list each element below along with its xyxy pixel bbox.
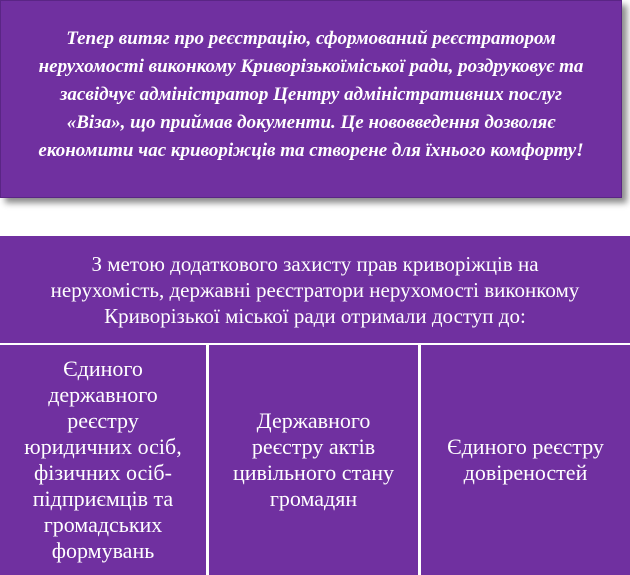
access-header-line: З метою додаткового захисту прав криворіжців на bbox=[91, 251, 539, 276]
registry-powers-of-attorney bbox=[421, 345, 630, 575]
registry-line: Державного bbox=[256, 408, 371, 433]
registry-legal-entities bbox=[0, 345, 206, 575]
notice-line: «Віза», що приймав документи. Це нововведення дозволяє bbox=[66, 112, 556, 133]
registry-label bbox=[24, 356, 181, 564]
notice-line: економити час криворіжців та створене для їхнього комфорту! bbox=[38, 140, 584, 161]
registry-line: реєстру bbox=[67, 408, 139, 433]
registry-line: юридичних осіб, bbox=[24, 434, 182, 459]
notice-line: Тепер витяг про реєстрацію, сформований реєстратором bbox=[66, 28, 556, 49]
notice-line: нерухомості виконкому Криворізькоїміської ради, роздруковує та bbox=[38, 56, 584, 77]
registry-label bbox=[233, 408, 394, 512]
registry-line: громадян bbox=[269, 486, 358, 511]
registry-line: підприємців та bbox=[32, 486, 174, 511]
registry-line: громадських bbox=[43, 512, 163, 537]
access-header-text bbox=[45, 251, 586, 329]
registry-line: довіреностей bbox=[463, 460, 588, 485]
access-header-line: нерухомість, державні реєстратори нерухомості виконкому bbox=[50, 277, 580, 302]
registries-row bbox=[0, 345, 630, 575]
notice-panel bbox=[0, 0, 622, 198]
registry-line: реєстру актів bbox=[251, 434, 376, 459]
access-header-panel bbox=[0, 236, 630, 343]
registry-line: фізичних осіб- bbox=[34, 460, 172, 485]
notice-line: засвідчує адміністратор Центру адміністративних послуг bbox=[59, 84, 562, 105]
registry-civil-status bbox=[209, 345, 418, 575]
registry-line: цивільного стану bbox=[233, 460, 394, 485]
registry-line: формувань bbox=[51, 538, 155, 563]
registry-line: державного bbox=[48, 382, 158, 407]
notice-text bbox=[26, 25, 595, 165]
registry-label bbox=[447, 434, 604, 486]
registry-line: Єдиного bbox=[63, 356, 143, 381]
registry-line: Єдиного реєстру bbox=[447, 434, 604, 459]
access-header-line: Криворізької міської ради отримали доступ до: bbox=[104, 303, 526, 328]
